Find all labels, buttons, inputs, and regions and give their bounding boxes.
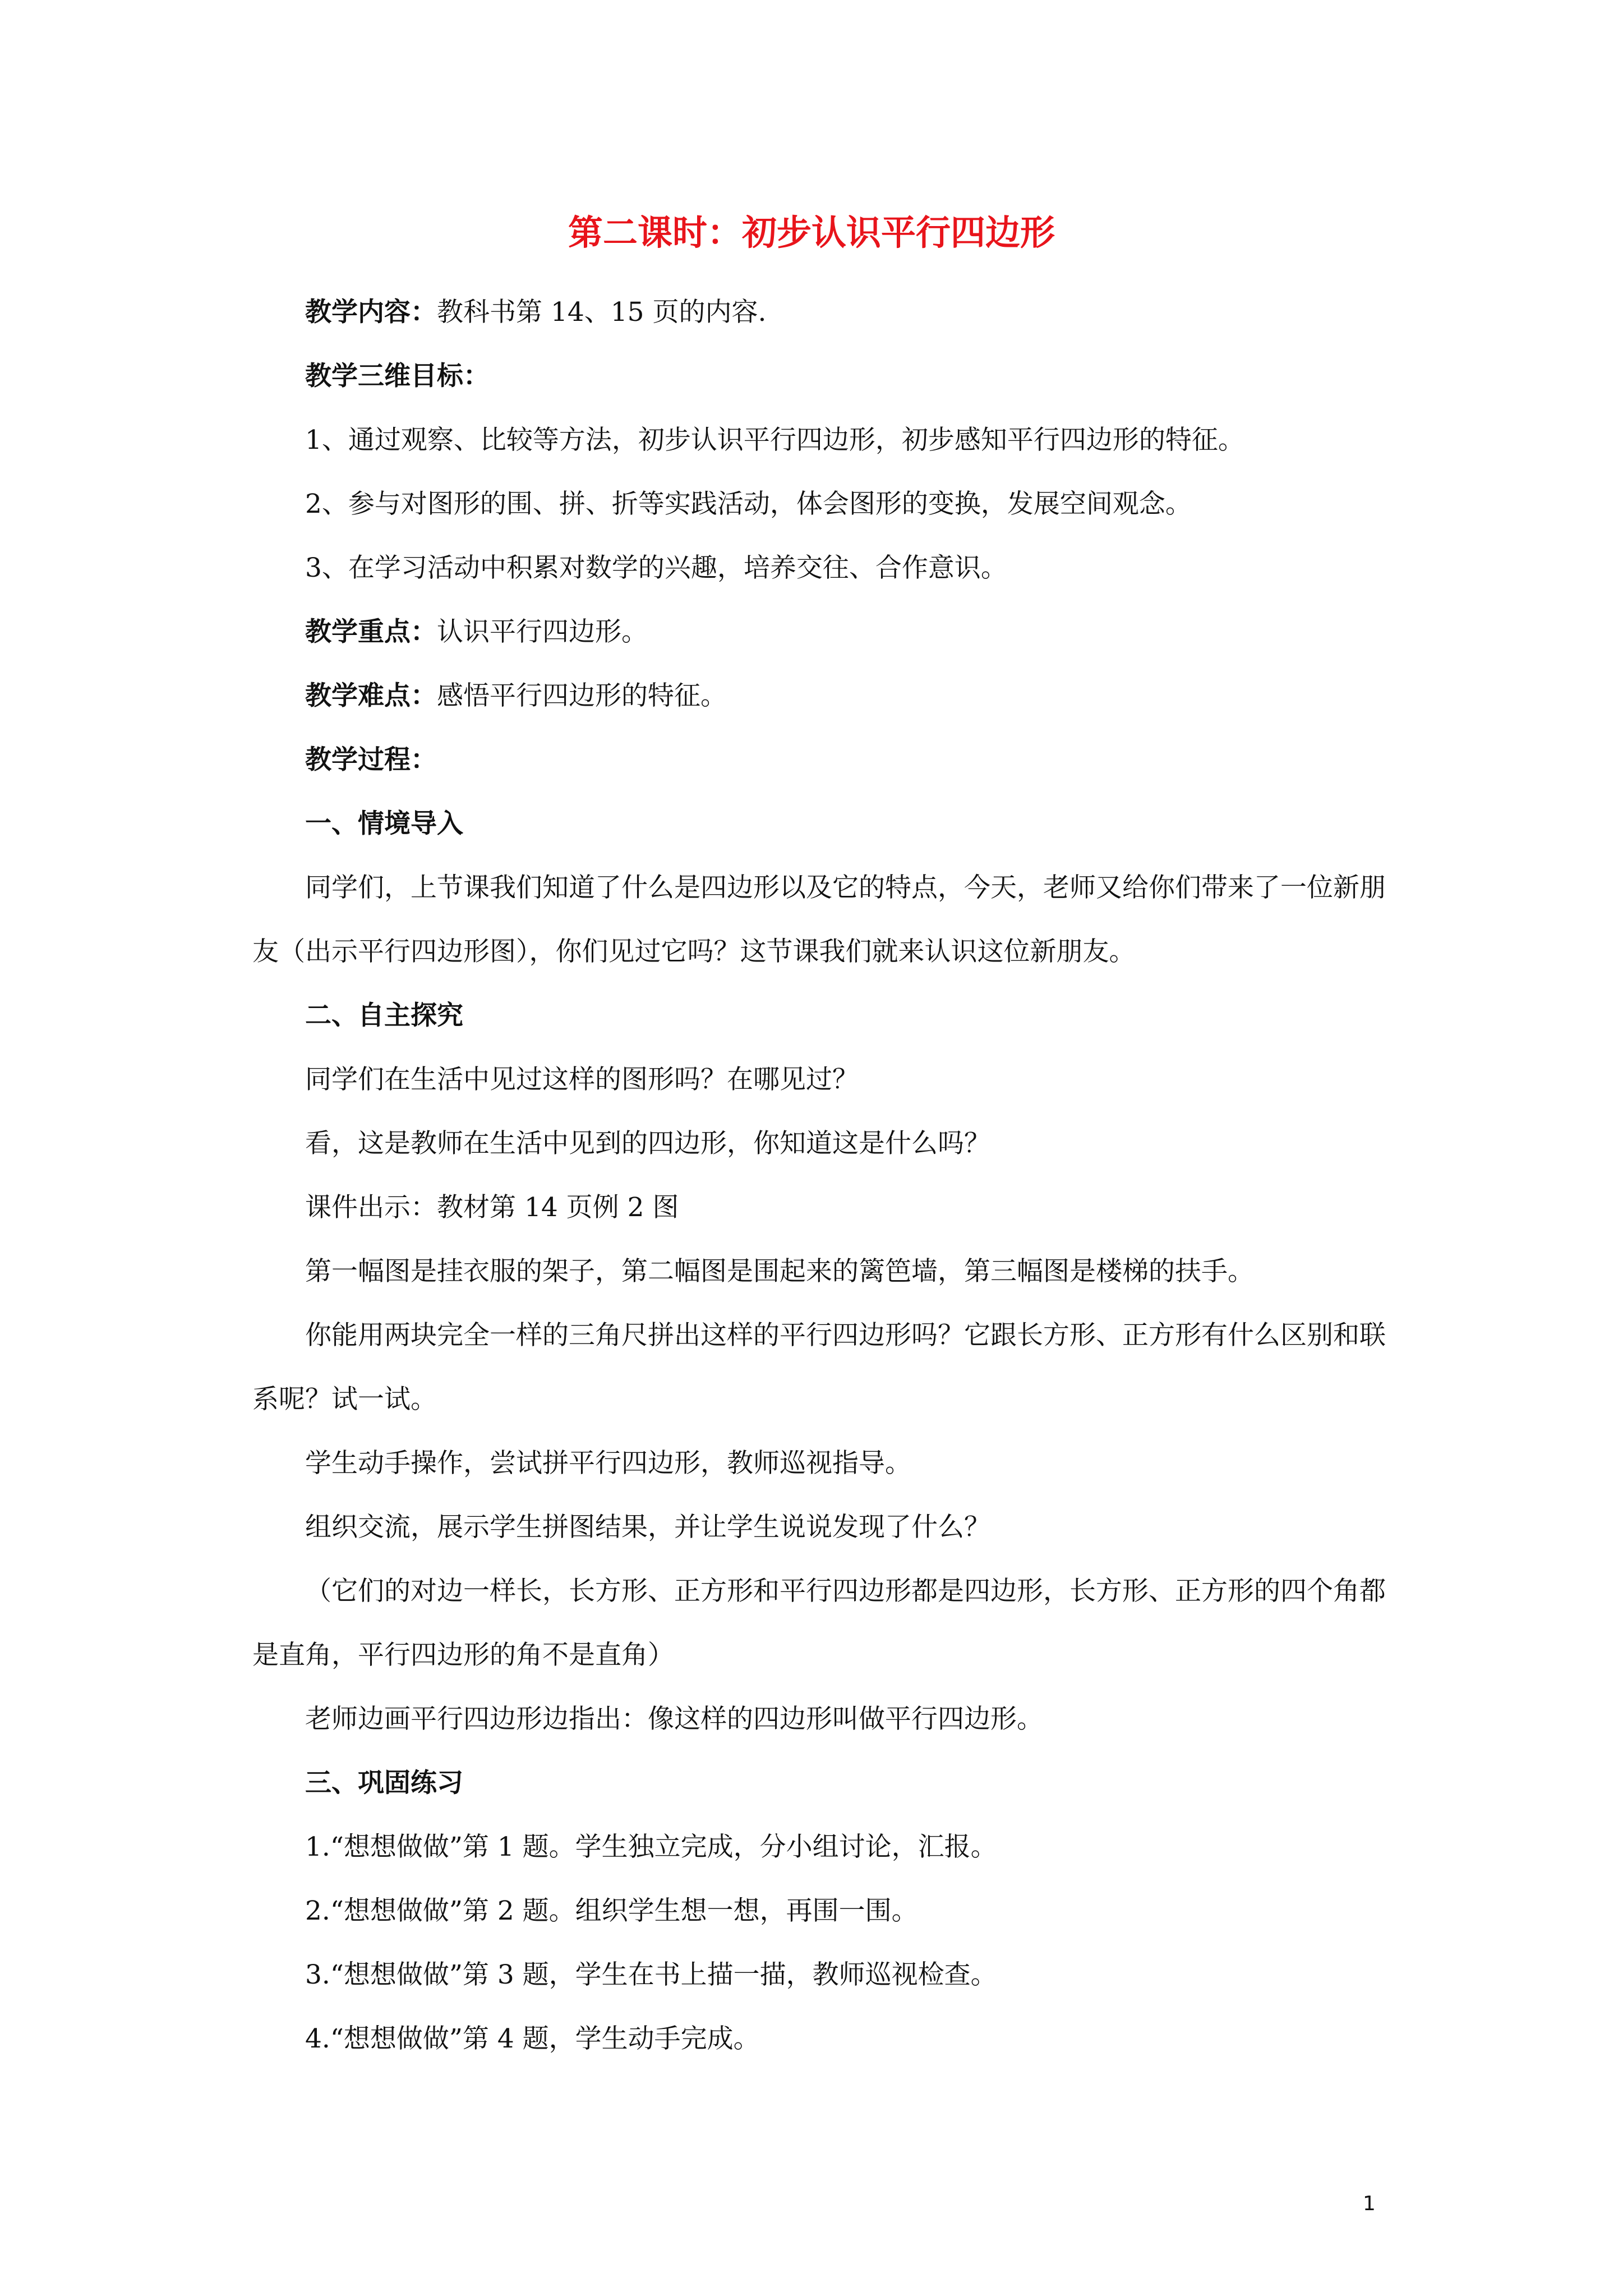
difficulty-text: 感悟平行四边形的特征。 bbox=[437, 680, 727, 711]
exercise-3: 3.“想想做做”第 3 题，学生在书上描一描，教师巡视检查。 bbox=[305, 1959, 997, 1990]
section-3-heading: 三、巩固练习 bbox=[305, 1768, 463, 1798]
exercise-2: 2.“想想做做”第 2 题。组织学生想一想，再围一围。 bbox=[305, 1895, 918, 1926]
section-1-paragraph: 同学们，上节课我们知道了什么是四边形以及它的特点，今天，老师又给你们带来了一位新朋友（出示平行四边形图），你们见过它吗？这节课我们就来认识这位新朋友。 bbox=[252, 872, 1386, 967]
teaching-content-line bbox=[305, 280, 1393, 344]
document-title: 第二课时：初步认识平行四边形 bbox=[568, 212, 1055, 253]
key-point-line bbox=[305, 600, 1393, 664]
teaching-content-label: 教学内容： bbox=[305, 297, 437, 328]
section-2-paragraph-3: 课件出示：教材第 14 页例 2 图 bbox=[305, 1192, 679, 1223]
page-number: 1 bbox=[1363, 2192, 1376, 2215]
section-2-paragraph-8: （它们的对边一样长，长方形、正方形和平行四边形都是四边形，长方形、正方形的四个角都是直角，平行四边形的角不是直角） bbox=[252, 1576, 1386, 1671]
teaching-content-text: 教科书第 14、15 页的内容. bbox=[437, 297, 767, 328]
section-2-paragraph-1: 同学们在生活中见过这样的图形吗？在哪见过？ bbox=[305, 1064, 859, 1095]
section-2-heading: 二、自主探究 bbox=[305, 1000, 463, 1031]
section-2-paragraph-9: 老师边画平行四边形边指出：像这样的四边形叫做平行四边形。 bbox=[305, 1704, 1043, 1734]
difficulty-label: 教学难点： bbox=[305, 680, 437, 711]
objectives-label: 教学三维目标： bbox=[305, 361, 490, 392]
objective-1: 1、通过观察、比较等方法，初步认识平行四边形，初步感知平行四边形的特征。 bbox=[305, 425, 1244, 455]
exercise-1: 1.“想想做做”第 1 题。学生独立完成，分小组讨论，汇报。 bbox=[305, 1832, 997, 1862]
key-point-label: 教学重点： bbox=[305, 616, 437, 647]
objective-2: 2、参与对图形的围、拼、折等实践活动，体会图形的变换，发展空间观念。 bbox=[305, 489, 1192, 519]
document-body bbox=[252, 280, 1393, 2071]
section-1-heading: 一、情境导入 bbox=[305, 808, 463, 839]
exercise-4: 4.“想想做做”第 4 题，学生动手完成。 bbox=[305, 2023, 760, 2054]
key-point-text: 认识平行四边形。 bbox=[437, 616, 648, 647]
section-2-paragraph-6: 学生动手操作，尝试拼平行四边形，教师巡视指导。 bbox=[305, 1448, 911, 1479]
process-label: 教学过程： bbox=[305, 744, 437, 775]
section-2-paragraph-4: 第一幅图是挂衣服的架子，第二幅图是围起来的篱笆墙，第三幅图是楼梯的扶手。 bbox=[305, 1256, 1254, 1287]
objective-3: 3、在学习活动中积累对数学的兴趣，培养交往、合作意识。 bbox=[305, 553, 1007, 583]
section-2-paragraph-5: 你能用两块完全一样的三角尺拼出这样的平行四边形吗？它跟长方形、正方形有什么区别和联系呢？试一试。 bbox=[252, 1320, 1386, 1415]
section-2-paragraph-2: 看，这是教师在生活中见到的四边形，你知道这是什么吗？ bbox=[305, 1128, 990, 1159]
difficulty-line bbox=[305, 664, 1393, 728]
section-2-paragraph-7: 组织交流，展示学生拼图结果，并让学生说说发现了什么？ bbox=[305, 1512, 990, 1543]
